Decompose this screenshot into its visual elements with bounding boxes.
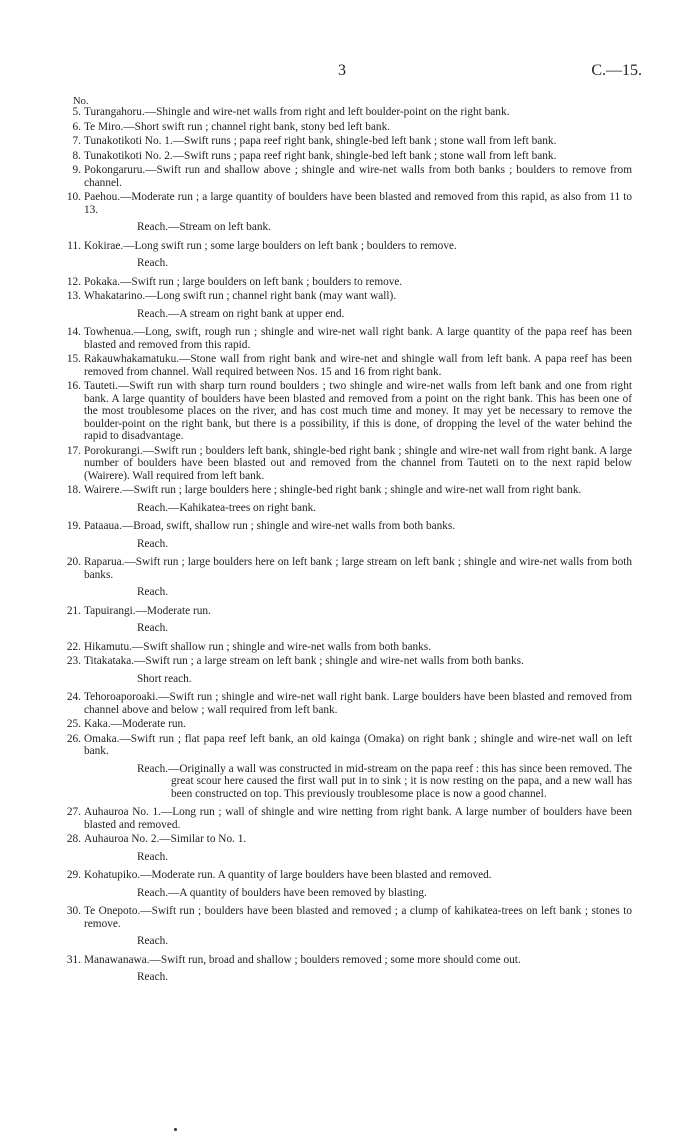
entry-number: 24. (66, 691, 81, 703)
reach-note: Reach.—Stream on left bank. (137, 221, 271, 233)
entry-text: Tehoroaporoaki.—Swift run ; shingle and wire-net wall right bank. Large boulders have been blasted and removed from channel above and below ; wall required from left bank. (84, 691, 632, 716)
rapid-entry (0, 733, 700, 760)
entry-text: Te Miro.—Short swift run ; channel right bank, stony bed left bank. (84, 120, 391, 133)
rapid-entry (0, 164, 700, 191)
entry-text: Towhenua.—Long, swift, rough run ; shingle and wire-net wall right bank. A large quantity of the papa reef has been blasted and removed from this rapid. (84, 326, 632, 351)
entry-number: 23. (66, 655, 81, 667)
rapid-entry (0, 641, 700, 656)
entry-number: 9. (72, 164, 81, 176)
rapid-entry (0, 191, 700, 218)
rapid-entry (0, 520, 700, 535)
entry-number: 7. (72, 135, 81, 147)
reach-note: Short reach. (137, 672, 192, 685)
rapid-entry (0, 954, 700, 969)
entry-number: 12. (66, 275, 81, 288)
entry-text: Wairere.—Swift run ; large boulders here ; shingle-bed right bank ; shingle and wire-net wall from right bank. (84, 484, 582, 496)
rapid-entry (0, 718, 700, 733)
page-number: 3 (338, 62, 346, 79)
entry-text: Whakatarino.—Long swift run ; channel right bank (may want wall). (84, 290, 397, 302)
entry-number: 30. (66, 905, 81, 917)
rapids-list (0, 106, 700, 990)
entry-number: 10. (66, 191, 81, 203)
entry-number: 16. (66, 380, 81, 392)
rapid-entry (0, 353, 700, 380)
reach-note: Reach. (137, 935, 169, 947)
entry-number: 20. (66, 556, 81, 568)
document-reference: C.—15. (591, 62, 642, 79)
entry-number: 13. (66, 290, 81, 302)
entry-text: Kaka.—Moderate run. (84, 718, 186, 730)
reach-note: Reach.—Kahikatea-trees on right bank. (137, 501, 317, 514)
entry-number: 19. (66, 520, 81, 532)
rapid-entry (0, 806, 700, 833)
entry-number: 21. (66, 604, 81, 617)
rapid-entry (0, 290, 700, 305)
entry-text: Tunakotikoti No. 1.—Swift runs ; papa reef right bank, shingle-bed left bank ; stone wall from left bank. (84, 135, 557, 147)
entry-text: Hikamutu.—Swift shallow run ; shingle and wire-net walls from both banks. (84, 640, 432, 653)
entry-text: Tapuirangi.—Moderate run. (84, 604, 211, 617)
reach-note: Reach.—A stream on right bank at upper end. (137, 307, 345, 320)
entry-text: Kohatupiko.—Moderate run. A quantity of large boulders have been blasted and removed. (84, 869, 492, 881)
rapid-entry (0, 150, 700, 165)
entry-number: 26. (66, 732, 81, 745)
rapid-entry (0, 691, 700, 718)
rapid-entry (0, 445, 700, 485)
entry-number: 11. (67, 239, 81, 252)
entry-number: 6. (72, 120, 81, 133)
entry-text: Pokongaruru.—Swift run and shallow above ; shingle and wire-net walls from both banks ; boulders to remove from channel. (84, 164, 632, 189)
entry-number: 8. (72, 149, 81, 162)
entry-number: 29. (66, 869, 81, 881)
reach-note: Reach. (137, 850, 169, 863)
rapid-entry (0, 135, 700, 150)
entry-text: Tunakotikoti No. 2.—Swift runs ; papa reef right bank, shingle-bed left bank ; stone wall from left bank. (84, 149, 557, 162)
reach-note: Reach.—A quantity of boulders have been removed by blasting. (137, 886, 427, 899)
entry-number: 15. (66, 353, 81, 365)
entry-text: Pokaka.—Swift run ; large boulders on left bank ; boulders to remove. (84, 275, 403, 288)
reach-note: Reach. (137, 622, 169, 634)
entry-text: Manawanawa.—Swift run, broad and shallow ; boulders removed ; some more should come out. (84, 953, 521, 966)
entry-number: 27. (66, 806, 81, 818)
entry-text: Auhauroa No. 2.—Similar to No. 1. (84, 833, 247, 845)
number-column-label: No. (73, 96, 89, 107)
reach-note-long (0, 763, 700, 801)
rapid-entry (0, 905, 700, 932)
entry-text: Paehou.—Moderate run ; a large quantity of boulders have been blasted and removed from this rapid, as also from 11 to 13. (84, 191, 632, 216)
page-mark (174, 1128, 177, 1131)
rapid-entry (0, 276, 700, 291)
entry-text: Omaka.—Swift run ; flat papa reef left bank, an old kainga (Omaka) on right bank ; shingle and wire-net wall on left bank. (84, 732, 632, 757)
rapid-entry (0, 106, 700, 121)
reach-note: Reach. (137, 257, 169, 269)
rapid-entry (0, 869, 700, 884)
reach-note-text: Reach.—Originally a wall was constructed in mid-stream on the papa reef : this has since been removed. The great scour here caused the first wall put in to sink ; it is now resting on the papa, and a new wall has been constructed on top. This previously troublesome place is now a good channel. (137, 762, 632, 800)
entry-text: Porokurangi.—Swift run ; boulders left bank, shingle-bed right bank ; shingle and wire-net wall from right bank. A large number of boulders have been blasted out and removed from the channel from Tauteti on to the next rapid below (Wairere). Wall required from left bank. (84, 444, 632, 482)
entry-number: 14. (66, 326, 81, 338)
rapid-entry (0, 326, 700, 353)
rapid-entry (0, 833, 700, 848)
entry-text: Tauteti.—Swift run with sharp turn round boulders ; two shingle and wire-net walls from left bank and one from right bank. A large quantity of boulders have been blasted and removed from a point on the right bank. This has been one of the most troublesome places on the river, and has cost much time and money. It may yet be necessary to remove the boulder-point on the right bank, but there is a possibility, if this is done, of dropping the level of the water behind the rapid to disadvantage. (84, 380, 632, 442)
entry-number: 17. (66, 444, 81, 457)
entry-text: Te Onepoto.—Swift run ; boulders have been blasted and removed ; a clump of kahikatea-trees on left bank ; stones to remove. (84, 905, 632, 930)
entry-text: Auhauroa No. 1.—Long run ; wall of shingle and wire netting from right bank. A large number of boulders have been blasted and removed. (84, 806, 632, 831)
entry-number: 22. (66, 640, 81, 653)
reach-note: Reach. (137, 537, 169, 550)
rapid-entry (0, 605, 700, 620)
entry-text: Rakauwhakamatuku.—Stone wall from right bank and wire-net and shingle wall from left bank. A papa reef has been removed from channel. Wall required between Nos. 15 and 16 from right bank. (84, 353, 632, 378)
entry-number: 28. (66, 833, 81, 845)
rapid-entry (0, 380, 700, 445)
entry-text: Raparua.—Swift run ; large boulders here on left bank ; large stream on left bank ; shingle and wire-net walls from both banks. (84, 556, 632, 581)
rapid-entry (0, 484, 700, 499)
entry-text: Pataaua.—Broad, swift, shallow run ; shingle and wire-net walls from both banks. (84, 520, 456, 532)
entry-number: 25. (66, 718, 81, 730)
entry-number: 31. (66, 953, 81, 966)
rapid-entry (0, 655, 700, 670)
reach-note: Reach. (137, 586, 169, 598)
entry-number: 5. (72, 106, 81, 118)
rapid-entry (0, 121, 700, 136)
entry-text: Kokirae.—Long swift run ; some large boulders on left bank ; boulders to remove. (84, 239, 457, 252)
entry-text: Titakataka.—Swift run ; a large stream on left bank ; shingle and wire-net walls from both banks. (84, 655, 524, 667)
entry-number: 18. (66, 484, 81, 496)
rapid-entry (0, 556, 700, 583)
reach-note: Reach. (137, 971, 169, 983)
rapid-entry (0, 240, 700, 255)
entry-text: Turangahoru.—Shingle and wire-net walls from right and left boulder-point on the right bank. (84, 106, 510, 118)
